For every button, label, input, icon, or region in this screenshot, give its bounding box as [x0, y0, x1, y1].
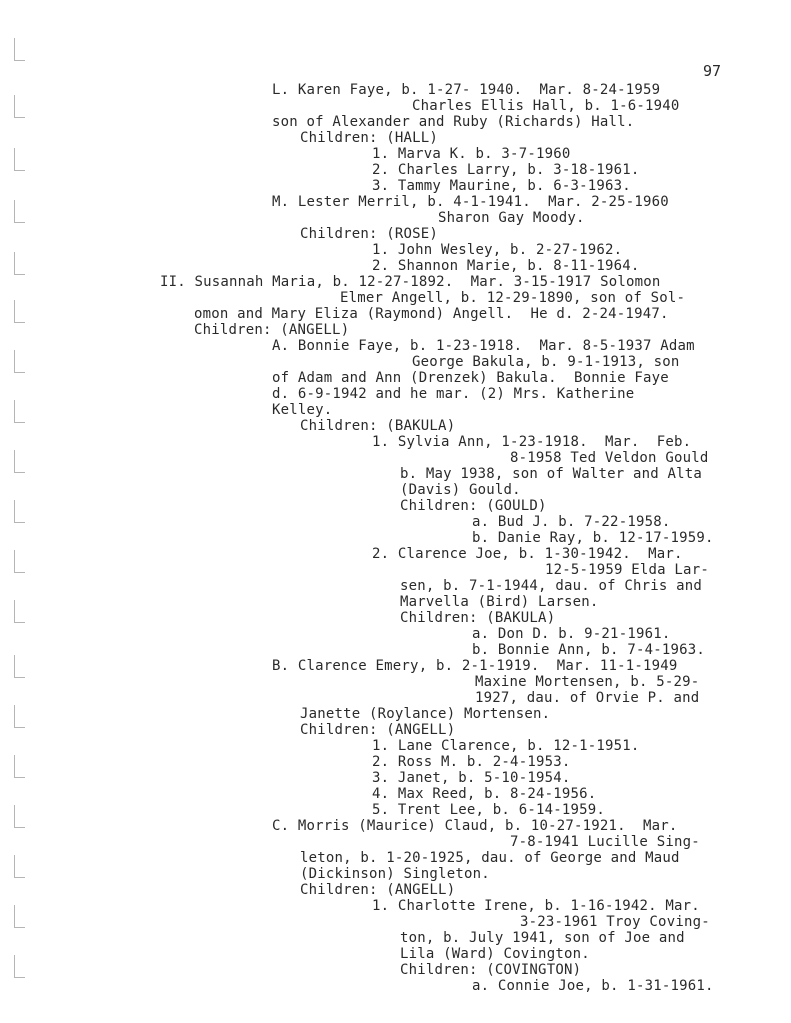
binder-mark [14, 252, 25, 275]
text-line: Janette (Roylance) Mortensen. [300, 706, 551, 722]
text-line: Children: (BAKULA) [400, 610, 556, 626]
text-line: leton, b. 1-20-1925, dau. of George and Maud [300, 850, 680, 866]
text-line: (Davis) Gould. [400, 482, 521, 498]
text-line: ton, b. July 1941, son of Joe and [400, 930, 685, 946]
text-line: omon and Mary Eliza (Raymond) Angell. He d. 2-24-1947. [194, 306, 669, 322]
text-line: Children: (ANGELL) [194, 322, 350, 338]
text-line: Children: (HALL) [300, 130, 439, 146]
text-line: b. Bonnie Ann, b. 7-4-1963. [472, 642, 705, 658]
text-line: 7-8-1941 Lucille Sing- [510, 834, 700, 850]
binder-mark [14, 550, 25, 573]
binder-mark [14, 855, 25, 878]
text-line: 12-5-1959 Elda Lar- [545, 562, 709, 578]
text-line: M. Lester Merril, b. 4-1-1941. Mar. 2-25-1960 [272, 194, 669, 210]
text-line: Maxine Mortensen, b. 5-29- [475, 674, 700, 690]
binder-mark [14, 655, 25, 678]
binder-mark [14, 705, 25, 728]
text-line: George Bakula, b. 9-1-1913, son [412, 354, 680, 370]
binder-mark [14, 500, 25, 523]
binder-mark [14, 38, 25, 61]
text-line: a. Connie Joe, b. 1-31-1961. [472, 978, 714, 994]
binder-mark [14, 148, 25, 171]
text-line: 4. Max Reed, b. 8-24-1956. [372, 786, 597, 802]
text-line: 2. Ross M. b. 2-4-1953. [372, 754, 571, 770]
text-line: Lila (Ward) Covington. [400, 946, 590, 962]
text-line: L. Karen Faye, b. 1-27- 1940. Mar. 8-24-1959 [272, 82, 661, 98]
binder-mark [14, 755, 25, 778]
text-line: Children: (GOULD) [400, 498, 547, 514]
binder-mark [14, 200, 25, 223]
binder-mark [14, 95, 25, 118]
page-number: 97 [703, 62, 722, 80]
text-line: 2. Clarence Joe, b. 1-30-1942. Mar. [372, 546, 683, 562]
text-line: 3. Janet, b. 5-10-1954. [372, 770, 571, 786]
text-line: B. Clarence Emery, b. 2-1-1919. Mar. 11-1-1949 [272, 658, 678, 674]
binder-margin [0, 0, 30, 1023]
text-line: 1. Marva K. b. 3-7-1960 [372, 146, 571, 162]
binder-mark [14, 600, 25, 623]
text-line: son of Alexander and Ruby (Richards) Hall. [272, 114, 635, 130]
text-line: Elmer Angell, b. 12-29-1890, son of Sol- [340, 290, 686, 306]
text-line: Children: (COVINGTON) [400, 962, 582, 978]
binder-mark [14, 350, 25, 373]
text-line: Marvella (Bird) Larsen. [400, 594, 599, 610]
text-line: Sharon Gay Moody. [438, 210, 585, 226]
text-line: 1. Lane Clarence, b. 12-1-1951. [372, 738, 640, 754]
text-line: (Dickinson) Singleton. [300, 866, 490, 882]
text-line: 1. Sylvia Ann, 1-23-1918. Mar. Feb. [372, 434, 692, 450]
binder-mark [14, 450, 25, 473]
text-line: Children: (ANGELL) [300, 722, 456, 738]
binder-mark [14, 955, 25, 978]
text-line: a. Bud J. b. 7-22-1958. [472, 514, 671, 530]
text-line: of Adam and Ann (Drenzek) Bakula. Bonnie Faye [272, 370, 669, 386]
text-line: Children: (ROSE) [300, 226, 439, 242]
text-line: d. 6-9-1942 and he mar. (2) Mrs. Katherine [272, 386, 635, 402]
text-line: C. Morris (Maurice) Claud, b. 10-27-1921. Mar. [272, 818, 678, 834]
text-line: Charles Ellis Hall, b. 1-6-1940 [412, 98, 680, 114]
text-line: a. Don D. b. 9-21-1961. [472, 626, 671, 642]
text-line: 3-23-1961 Troy Coving- [520, 914, 710, 930]
binder-mark [14, 300, 25, 323]
text-line: Children: (ANGELL) [300, 882, 456, 898]
text-line: II. Susannah Maria, b. 12-27-1892. Mar. 3-15-1917 Solomon [160, 274, 661, 290]
text-line: b. May 1938, son of Walter and Alta [400, 466, 703, 482]
binder-mark [14, 805, 25, 828]
text-line: Kelley. [272, 402, 333, 418]
text-line: 1. John Wesley, b. 2-27-1962. [372, 242, 623, 258]
text-line: 2. Charles Larry, b. 3-18-1961. [372, 162, 640, 178]
text-line: 3. Tammy Maurine, b. 6-3-1963. [372, 178, 631, 194]
text-line: A. Bonnie Faye, b. 1-23-1918. Mar. 8-5-1937 Adam [272, 338, 695, 354]
text-line: b. Danie Ray, b. 12-17-1959. [472, 530, 714, 546]
binder-mark [14, 905, 25, 928]
text-line: Children: (BAKULA) [300, 418, 456, 434]
binder-mark [14, 400, 25, 423]
text-line: 8-1958 Ted Veldon Gould [510, 450, 709, 466]
text-line: 1927, dau. of Orvie P. and [475, 690, 700, 706]
text-line: 1. Charlotte Irene, b. 1-16-1942. Mar. [372, 898, 700, 914]
text-line: 2. Shannon Marie, b. 8-11-1964. [372, 258, 640, 274]
text-line: 5. Trent Lee, b. 6-14-1959. [372, 802, 605, 818]
text-line: sen, b. 7-1-1944, dau. of Chris and [400, 578, 703, 594]
